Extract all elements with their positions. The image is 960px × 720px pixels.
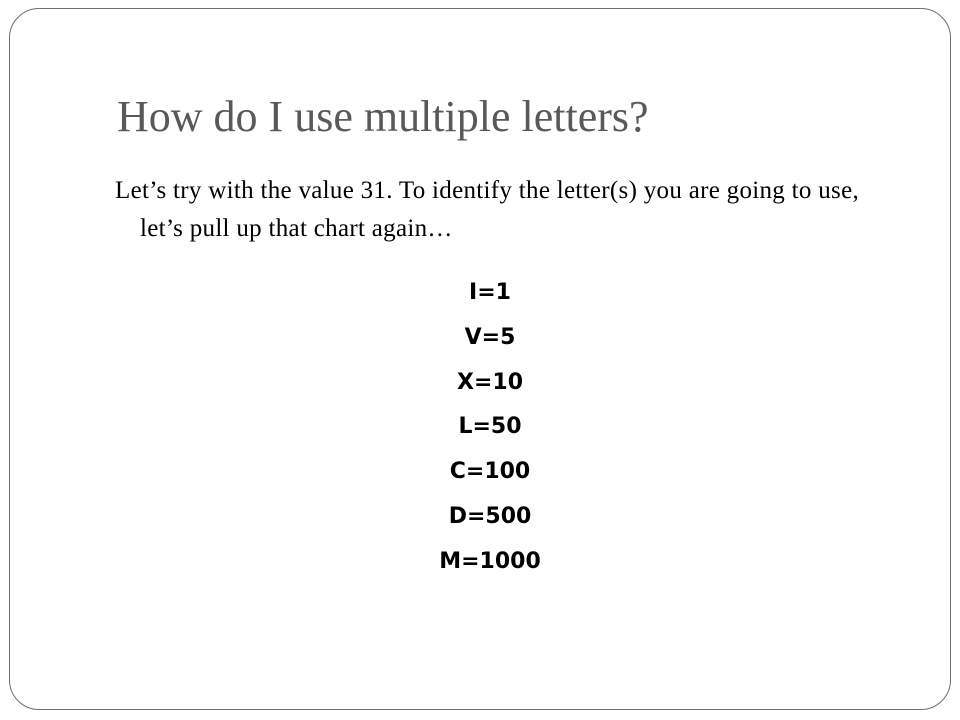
chart-row-i: I=1 [469,280,511,305]
roman-numeral-chart [290,271,690,585]
slide-body-text: Let’s try with the value 31. To identify the letter(s) you are going to use, let’s pull up that chart again… [115,177,860,242]
chart-row-v: V=5 [464,324,516,350]
chart-row-m: M=1000 [439,548,541,574]
chart-row-c: C=100 [449,459,531,485]
slide-title: How do I use multiple letters? [117,92,649,141]
chart-row-d: D=500 [448,503,532,529]
slide [9,8,951,710]
chart-row-l: L=50 [458,414,522,440]
chart-row-x: X=10 [456,369,523,395]
